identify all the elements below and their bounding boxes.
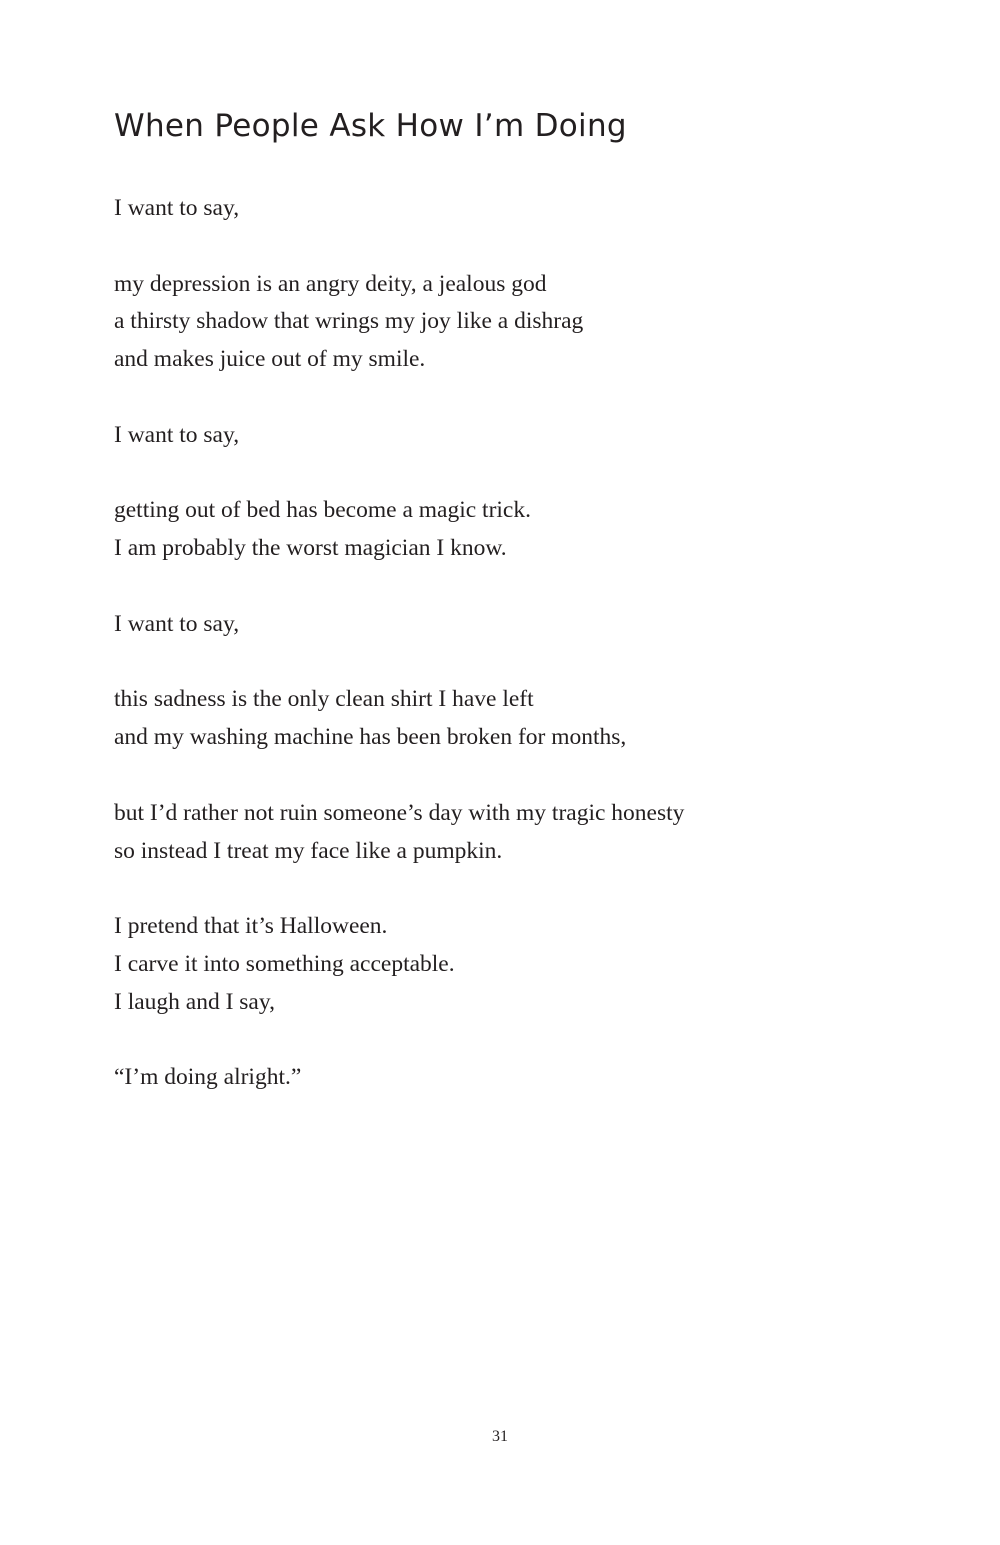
stanza-gap — [114, 379, 684, 417]
stanza — [114, 492, 684, 568]
stanza-gap — [114, 228, 684, 266]
stanza — [114, 266, 684, 379]
poem-line: and my washing machine has been broken for months, — [114, 724, 627, 751]
poem-line: a thirsty shadow that wrings my joy like a dishrag — [114, 308, 584, 335]
stanza-gap — [114, 644, 684, 682]
stanza — [114, 681, 684, 757]
poem-line: I am probably the worst magician I know. — [114, 535, 507, 562]
poem-line: this sadness is the only clean shirt I have left — [114, 686, 534, 713]
poem-line: but I’d rather not ruin someone’s day with my tragic honesty — [114, 799, 685, 826]
stanza — [114, 417, 684, 455]
poem-line: I laugh and I say, — [114, 988, 275, 1015]
stanza-gap — [114, 870, 684, 908]
poem-line: my depression is an angry deity, a jealous god — [114, 270, 547, 297]
stanza — [114, 1059, 684, 1097]
stanza-gap — [114, 568, 684, 606]
poem-title: When People Ask How I’m Doing — [114, 108, 627, 144]
poem-line: I want to say, — [114, 610, 240, 637]
poem-line: getting out of bed has become a magic trick. — [114, 497, 531, 524]
poem-line: so instead I treat my face like a pumpkin. — [114, 837, 503, 864]
poem-line: I want to say, — [114, 421, 240, 448]
stanza-gap — [114, 455, 684, 493]
poem-line: and makes juice out of my smile. — [114, 346, 426, 373]
stanza — [114, 908, 684, 1021]
poem-body — [114, 190, 684, 1097]
poem-line: I pretend that it’s Halloween. — [114, 913, 388, 940]
stanza-gap — [114, 757, 684, 795]
stanza-gap — [114, 1022, 684, 1060]
page-number: 31 — [492, 1428, 508, 1445]
poem-line: I carve it into something acceptable. — [114, 950, 455, 977]
stanza — [114, 190, 684, 228]
poem-line: I want to say, — [114, 195, 240, 221]
poem-line: “I’m doing alright.” — [114, 1064, 302, 1091]
stanza — [114, 795, 684, 871]
stanza — [114, 606, 684, 644]
